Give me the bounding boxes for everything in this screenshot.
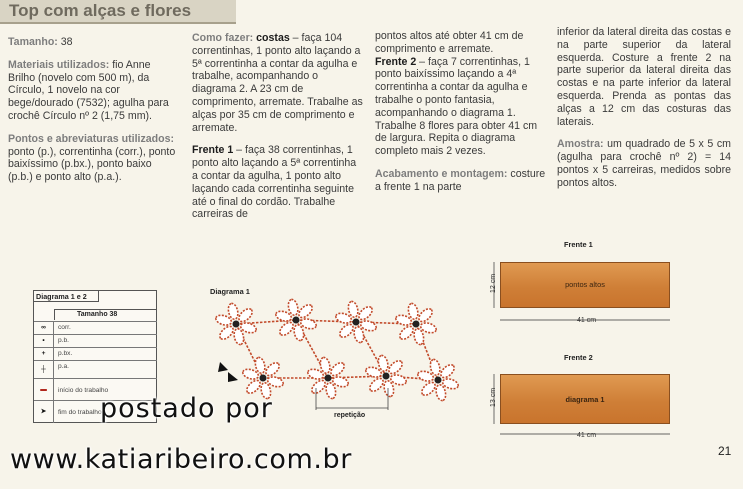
flower-motifs <box>215 299 460 402</box>
pb-symbol-icon: • <box>34 335 54 347</box>
flower-petal <box>357 304 375 321</box>
legend-title: Diagrama 1 e 2 <box>33 290 99 302</box>
frente2-width-dim: 41 cm <box>577 432 597 439</box>
frente1-label: Frente 1 <box>192 144 234 157</box>
frente2-paragraph <box>375 56 547 158</box>
flower-petal <box>368 376 386 393</box>
flower-petal <box>329 360 347 377</box>
flower-petal <box>420 380 438 397</box>
flower-center <box>383 373 390 380</box>
frente1-panel-inside: pontos altos <box>565 280 605 289</box>
legend-row-label: p.bx. <box>58 350 73 357</box>
flower-petal <box>398 324 416 341</box>
legend-row-label: p.b. <box>58 337 69 344</box>
frente1-width-dim: 41 cm <box>577 317 597 324</box>
page-number: 21 <box>718 444 732 458</box>
flower-petal <box>387 358 405 375</box>
pbx-symbol-icon: + <box>34 348 54 360</box>
flower-motif <box>275 299 318 342</box>
flower-petal <box>419 321 437 334</box>
legend-row-pbx <box>34 347 157 360</box>
flower-petal <box>218 324 236 341</box>
flower-petal <box>215 313 233 326</box>
tamanho-value: 38 <box>57 36 73 48</box>
watermark-site: www.katiaribeiro.com.br <box>10 444 352 475</box>
acabamento-paragraph <box>375 168 547 194</box>
frente1-height-dim: 12 cm <box>490 273 498 294</box>
frente2-height-dim: 13 cm <box>490 387 498 408</box>
end-arrow-icon <box>228 372 238 382</box>
materiais-paragraph <box>8 59 178 123</box>
flower-center <box>293 317 300 324</box>
frente1-paragraph <box>192 144 364 221</box>
chain-line <box>263 376 438 380</box>
flower-petal <box>417 369 435 382</box>
flower-petal <box>338 322 356 339</box>
amostra-label: Amostra: <box>557 138 604 151</box>
page-title: Top com alças e flores <box>9 1 192 20</box>
flower-petal <box>359 319 377 332</box>
col3-continuation: pontos altos até obter 41 cm de comprimento e arremate. <box>375 30 524 55</box>
costas-label: costas <box>253 32 290 44</box>
materiais-label: Materiais utilizados: <box>8 58 110 71</box>
repeat-label: repetição <box>334 412 366 419</box>
frente1-dimension-lines <box>490 259 680 329</box>
frente2-label: Frente 2 <box>375 55 417 68</box>
flower-petal <box>278 320 296 337</box>
frente2-text: – faça 7 correntinhas, 1 ponto baixíssimo laçando a 4ª correntinha a contar da agulha e trabalhe o ponto fantasia, acompanhando o diagrama 1. Trabalhe 8 flores para obter 41 cm de largura. Repita o diagrama completo mais 2 vezes. <box>375 55 538 158</box>
flower-center <box>435 377 442 384</box>
tamanho-paragraph <box>8 36 178 49</box>
legend-subtitle: Tamanho 38 <box>54 309 157 320</box>
flower-petal <box>310 378 328 395</box>
flower-center <box>325 375 332 382</box>
flower-petal <box>441 377 459 390</box>
legend-row-label: fim do trabalho <box>58 409 102 416</box>
column-1 <box>8 36 178 194</box>
legend-row-label: início do trabalho <box>58 387 109 394</box>
flower-petal <box>439 362 457 379</box>
frente1-text: – faça 38 correntinhas, 1 ponto alto laçando a 5ª correntinha a contar da agulha, 1 ponto alto laçando cada correntinha seguinte até o final do cordão. Trabalhe carreiras de <box>192 144 357 221</box>
column-4 <box>557 26 731 200</box>
flower-center <box>260 375 267 382</box>
column-2 <box>192 32 364 231</box>
watermark-postado: postado por <box>100 393 273 424</box>
flower-petal <box>237 306 255 323</box>
frente1-panel-title: Frente 1 <box>564 240 593 249</box>
flower-motif <box>395 303 438 346</box>
costas-text: – faça 104 correntinhas, 1 ponto alto laçando a 5ª correntinha a contar da agulha e trabalhe, acompanhando o diagrama 2. A 23 cm de comprimento, arremate. Trabalhe as alças por 35 cm de comprimento e arremate. <box>192 32 363 134</box>
start-marker-icon: ▬ <box>34 379 54 400</box>
legend-row-pa <box>34 360 157 378</box>
amostra-text: um quadrado de 5 x 5 cm (agulha para crochê nº 2) = 14 pontos x 5 carreiras, medidos sobre pontos altos. <box>557 138 731 189</box>
col4-continuation: inferior da lateral direita das costas e na parte superior da lateral esquerda. Costure a frente 2 na parte superior da lateral direita das costas e na parte inferior da lateral esquerda. Prenda as pontas das alças a 12 cm das costuras das laterais. <box>557 26 731 128</box>
column-3 <box>375 30 547 204</box>
flower-petal <box>299 317 317 330</box>
pa-symbol-icon: ┼ <box>34 361 54 378</box>
flower-motif <box>417 359 460 402</box>
flower-center <box>353 319 360 326</box>
flower-petal <box>242 367 260 380</box>
flower-center <box>413 321 420 328</box>
pontos-label: Pontos e abreviaturas utilizados: <box>8 132 175 145</box>
comofazer-label: Como fazer: <box>192 32 254 44</box>
flower-motif <box>215 303 258 346</box>
frente2-panel-inside: diagrama 1 <box>565 395 605 404</box>
flower-center <box>233 321 240 328</box>
tamanho-label: Tamanho: <box>8 36 58 48</box>
flower-petal <box>239 321 257 334</box>
corr-symbol-icon: ∞ <box>34 322 54 334</box>
diagram1-label: Diagrama 1 <box>210 287 250 296</box>
flower-motif <box>365 355 408 398</box>
flower-motif <box>335 301 378 344</box>
costas-paragraph <box>192 32 364 134</box>
materiais-text: fio Anne Brilho (novelo com 500 m), da Círculo, 1 novelo na cor bege/dourado (7532); agulha para crochê Círculo nº 2 (1,75 mm). <box>8 58 169 122</box>
flower-petal <box>389 373 407 386</box>
legend-row-pb <box>34 334 157 347</box>
start-arrow-icon <box>218 362 228 372</box>
flower-motif <box>307 357 350 400</box>
amostra-paragraph <box>557 138 731 189</box>
pontos-paragraph <box>8 133 178 184</box>
acabamento-text: costure a frente 1 na parte <box>375 167 546 193</box>
chain-line <box>236 320 416 324</box>
legend-row-label: p.a. <box>58 363 69 370</box>
legend-row-label: corr. <box>58 324 71 331</box>
flower-petal <box>266 375 284 388</box>
flower-petal <box>264 360 282 377</box>
frente2-panel-title: Frente 2 <box>564 353 593 362</box>
flower-petal <box>307 367 325 380</box>
pontos-text: ponto (p.), correntinha (corr.), ponto baixíssimo (p.bx.), ponto baixo (p.b.) e ponto alto (p.a.). <box>8 145 176 184</box>
acabamento-label: Acabamento e montagem: <box>375 167 508 180</box>
flower-petal <box>335 311 353 324</box>
flower-petal <box>395 313 413 326</box>
flower-petal <box>331 375 349 388</box>
frente2-dimension-lines <box>490 371 680 443</box>
end-arrow-icon: ➤ <box>34 401 54 423</box>
legend-row-corr <box>34 321 157 334</box>
flower-petal <box>297 302 315 319</box>
flower-petal <box>417 306 435 323</box>
